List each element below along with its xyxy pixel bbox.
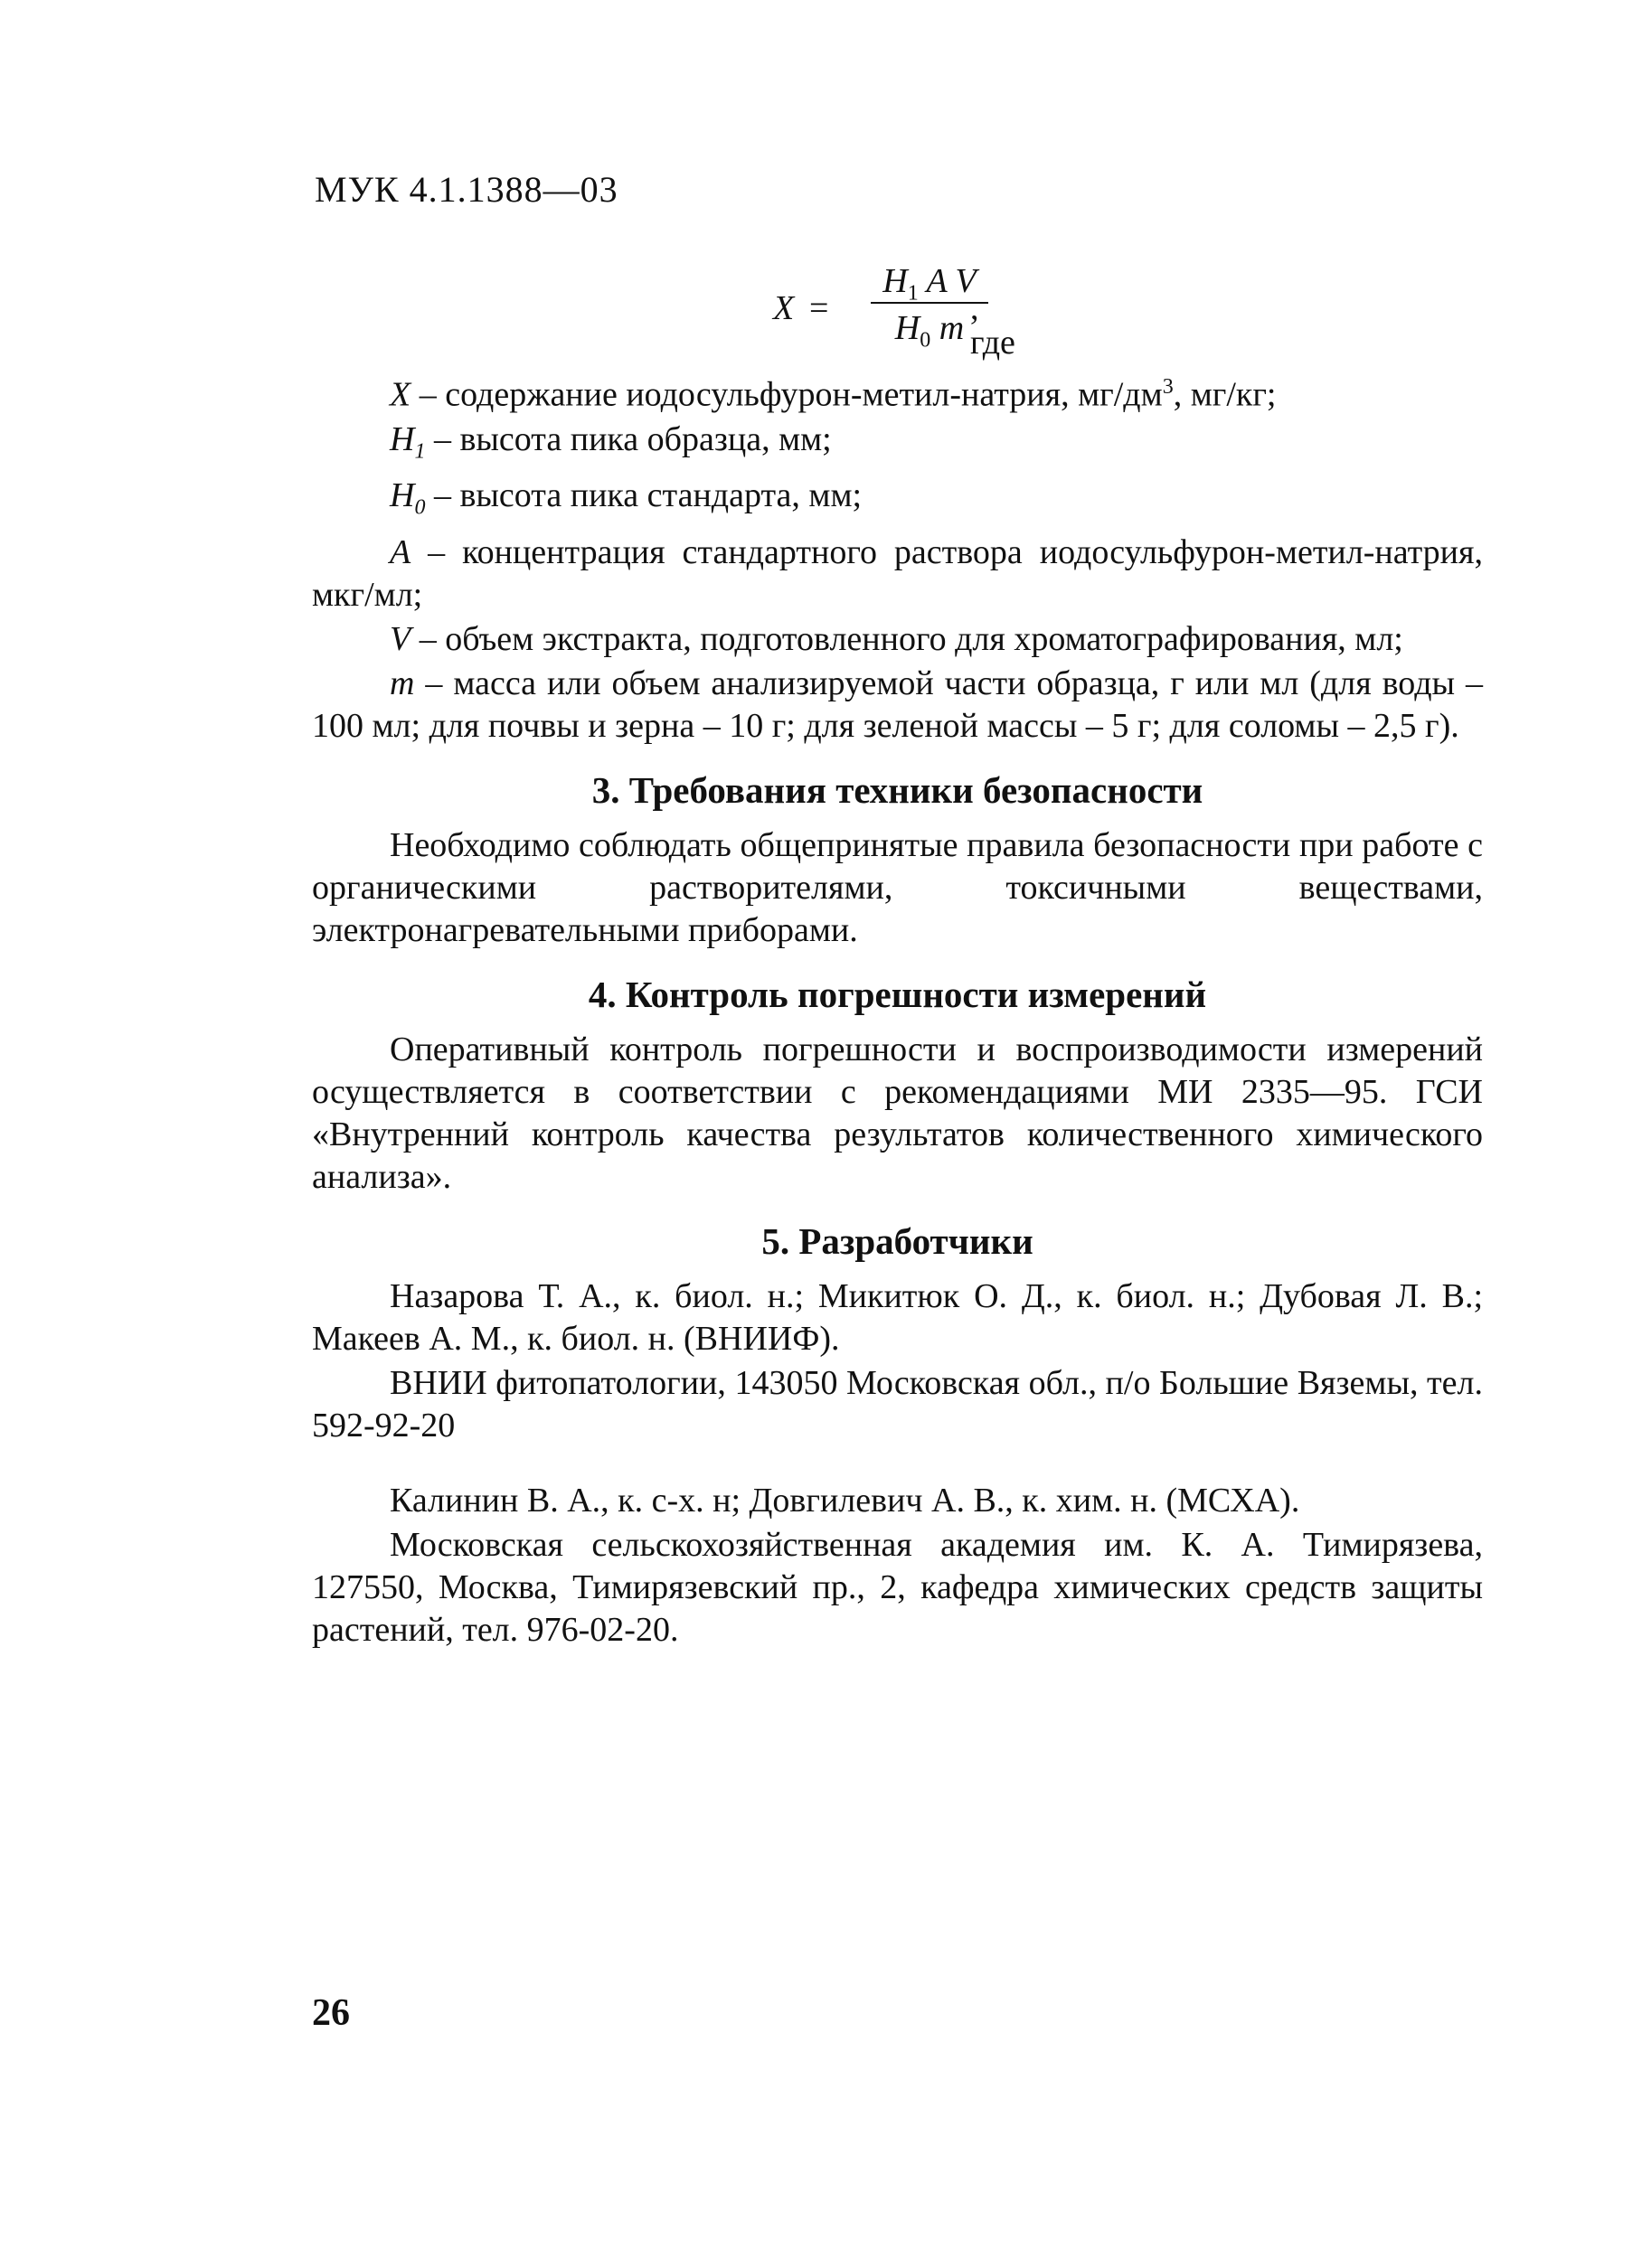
- developers-mskha: Калинин В. А., к. с-х. н; Довгилевич А. В., к. хим. н. (МСХА).: [390, 1481, 1300, 1520]
- section-5-title: 5. Разработчики: [761, 1219, 1033, 1262]
- definition-a: A – концентрация стандартного раствора иодосульфурон-метил-натрия, мкг/мл;: [312, 532, 1483, 614]
- formula-where: , где: [970, 289, 1015, 362]
- formula-equals: =: [809, 289, 829, 327]
- definition-v: V – объем экстракта, подготовленного для хроматографирования, мл;: [390, 619, 1403, 658]
- formula-lhs: X: [773, 289, 795, 327]
- document-code-header: МУК 4.1.1388—03: [315, 169, 618, 210]
- formula-denominator: $H_0$ m: [894, 309, 965, 353]
- document-body: [312, 366, 1483, 1653]
- definition-m: m – масса или объем анализируемой части образца, г или мл (для воды – 100 мл; для почвы и зерна – 10 г; для зеленой массы – 5 г; для соломы – 2,5 г).: [312, 663, 1483, 745]
- section-3-title: 3. Требования техники безопасности: [591, 768, 1203, 811]
- definition-h1: $H_1$ – высота пика образца, мм;: [390, 419, 832, 464]
- section-3-text: Необходимо соблюдать общепринятые правила безопасности при работе с органическими растворителями, токсичными веществами, электронагревательными приборами.: [312, 825, 1483, 949]
- address-vniif: ВНИИ фитопатологии, 143050 Московская обл., п/о Большие Вяземы, тел. 592-92-20: [312, 1363, 1483, 1445]
- definition-h0: $H_0$ – высота пика стандарта, мм;: [390, 476, 863, 520]
- developers-vniif: Назарова Т. А., к. биол. н.; Микитюк О. Д., к. биол. н.; Дубовая Л. В.; Макеев А. М., к. биол. н. (ВНИИФ).: [312, 1276, 1483, 1358]
- section-4-title: 4. Контроль погрешности измерений: [588, 973, 1207, 1015]
- definition-x: X – содержание иодосульфурон-метил-натрия, $мг/дм^3$, мг/кг;: [390, 375, 1277, 414]
- address-mskha: Московская сельскохозяйственная академия им. К. А. Тимирязева, 127550, Москва, Тимирязевский пр., 2, кафедра химических средств защиты растений, тел. 976-02-20.: [312, 1525, 1483, 1649]
- page-number: 26: [312, 1992, 350, 2034]
- section-4-text: Оперативный контроль погрешности и воспроизводимости измерений осуществляется в соответствии с рекомендациями МИ 2335—95. ГСИ «Внутренний контроль качества результатов количественного химического анализа».: [312, 1030, 1483, 1196]
- formula-numerator: $H_1$ A V: [882, 262, 977, 306]
